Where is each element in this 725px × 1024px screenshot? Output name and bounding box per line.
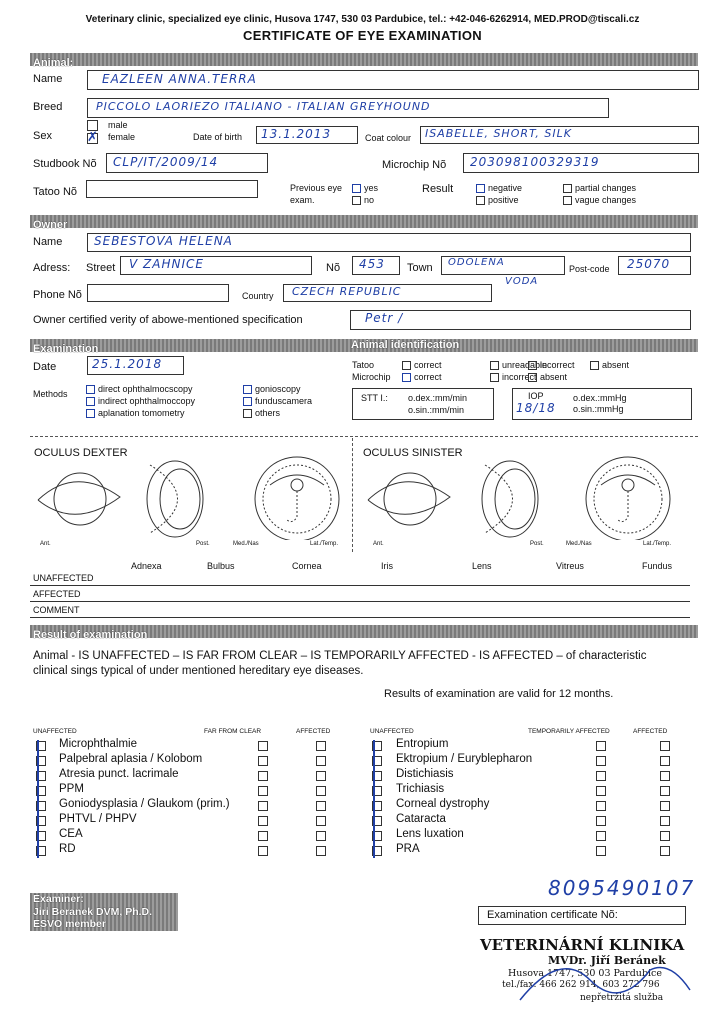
row-comment: COMMENT [33,605,80,615]
disease-checkbox[interactable] [660,741,670,751]
oculus-dexter-label: OCULUS DEXTER [34,447,128,459]
studbook-field[interactable] [106,153,268,173]
chip-correct-label: correct [414,372,442,382]
negative-label: negative [488,183,523,193]
negative-option[interactable] [476,183,522,193]
vague-label: vague changes [575,195,637,205]
stt-label: STT I.: [361,393,388,403]
method-funduscamera[interactable] [243,396,312,406]
iop-sin: o.sin.:mmHg [573,404,624,414]
chip-incorrect-label: incorrect [502,372,537,382]
chip-absent-label: absent [540,372,568,382]
os-ant-label: Ant. [373,541,384,547]
oculus-sinister-label: OCULUS SINISTER [363,447,463,459]
stt-dex: o.dex.:mm/min [408,393,468,403]
gonioscopy-checkbox[interactable] [243,385,252,394]
chip-correct-checkbox[interactable] [402,373,411,382]
method-direct[interactable] [86,384,193,394]
disease-checkbox[interactable] [316,771,326,781]
phone-label: Phone Nõ [33,289,82,301]
disease-checkbox[interactable] [596,816,606,826]
disease-item: Goniodysplasia / Glaukom (prim.) [59,798,230,810]
disease-checkbox[interactable] [258,831,268,841]
disease-checkbox[interactable] [596,756,606,766]
house-no-field[interactable] [352,256,400,275]
tatoo-correct-label: correct [414,360,442,370]
row-line-1 [30,585,690,586]
disease-item: Entropium [396,738,449,750]
funduscamera-checkbox[interactable] [243,397,252,406]
disease-item: PRA [396,843,420,855]
aplanation-label: aplanation tomometry [98,408,185,418]
h-far-from-clear: FAR FROM CLEAR [204,728,262,735]
document-title: CERTIFICATE OF EYE EXAMINATION [243,28,482,43]
identification-section-title: Animal identification [351,339,460,351]
col-bulbus: Bulbus [207,561,235,571]
town-value-2: VODA [505,276,539,287]
postcode-label: Post-code [569,264,610,274]
od-eye-diagram[interactable] [30,455,350,540]
tatoo-field[interactable] [86,180,258,198]
dob-field[interactable] [256,126,358,144]
col-adnexa: Adnexa [131,561,162,571]
disease-checkbox[interactable] [596,801,606,811]
prev-exam-label2: exam. [290,195,315,205]
studbook-value: CLP/IT/2009/14 [113,155,219,169]
prev-no-option[interactable] [352,195,374,205]
col-iris: Iris [381,561,393,571]
row-affected: AFFECTED [33,589,81,599]
disease-checkbox[interactable] [660,756,670,766]
yes-label: yes [364,183,379,193]
disease-checkbox[interactable] [316,831,326,841]
street-field[interactable] [120,256,312,275]
method-others[interactable] [243,408,280,418]
disease-checkbox[interactable] [258,741,268,751]
partial-label: partial changes [575,183,637,193]
disease-checkbox[interactable] [660,846,670,856]
country-field[interactable] [283,284,492,302]
no-label: no [364,195,375,205]
microchip-field[interactable] [463,153,699,173]
os-eye-diagram[interactable] [360,455,690,540]
disease-item: Trichiasis [396,783,445,795]
disease-item: Atresia punct. lacrimale [59,768,179,780]
breed-field[interactable] [87,98,609,118]
funduscamera-label: funduscamera [255,396,313,406]
owner-section-title: Owner [33,219,68,231]
disease-checkbox[interactable] [316,846,326,856]
yes-checkbox[interactable] [352,184,361,193]
disease-checkbox[interactable] [316,786,326,796]
disease-checkbox[interactable] [316,801,326,811]
disease-checkbox[interactable] [660,831,670,841]
ink-mark-right [373,740,375,858]
positive-checkbox[interactable] [476,196,485,205]
disease-item: Distichiasis [396,768,454,780]
disease-item: PHTVL / PHPV [59,813,137,825]
col-cornea: Cornea [292,561,322,571]
examiner-block [30,893,178,931]
owner-section-bar [30,215,698,231]
coat-label: Coat colour [365,133,412,143]
tatoo-label: Tatoo Nõ [33,186,78,198]
method-indirect[interactable] [86,396,195,406]
iop-label: IOP [528,391,544,401]
dob-value: 13.1.2013 [261,127,332,141]
aplanation-checkbox[interactable] [86,409,95,418]
disease-checkbox[interactable] [258,786,268,796]
tatoo-correct[interactable] [402,360,442,370]
row-unaffected: UNAFFECTED [33,573,94,583]
house-no-value: 453 [359,257,385,271]
female-label: female [108,132,136,142]
exam-date-value: 25.1.2018 [92,357,163,371]
street-label: Street [86,262,116,274]
disease-item: Ektropium / Euryblepharon [396,753,533,765]
col-fundus: Fundus [642,561,673,571]
disease-checkbox[interactable] [660,771,670,781]
breed-label: Breed [33,101,63,113]
row-line-3 [30,617,690,618]
stamp-vet: MVDr. Jiří Beránek [548,954,666,967]
disease-checkbox[interactable] [316,816,326,826]
examiner-label: Examiner: [33,893,84,905]
h-unaffected-left: UNAFFECTED [33,728,77,735]
stamp-phone: tel./fax: 466 262 914, 603 272 796 [502,980,660,990]
others-label: others [255,408,281,418]
microchip-value: 203098100329319 [470,155,600,169]
iop-dex: o.dex.:mmHg [573,393,627,403]
exam-date-field[interactable] [87,356,184,375]
disease-item: PPM [59,783,84,795]
os-post-label: Post. [530,541,544,547]
phone-field[interactable] [87,284,229,302]
od-mednas-label: Med./Nas [233,541,259,547]
town-value: ODOLENA [448,257,505,268]
row-line-2 [30,601,690,602]
stamp-clinic: VETERINÁRNÍ KLINIKA [480,936,685,954]
disease-checkbox[interactable] [258,801,268,811]
studbook-label: Studbook Nõ [33,158,97,170]
tatoo-incorrect-checkbox[interactable] [528,361,537,370]
disease-checkbox[interactable] [258,816,268,826]
sex-label: Sex [33,130,52,142]
positive-option[interactable] [476,195,519,205]
negative-checkbox[interactable] [476,184,485,193]
tatoo-absent-label: absent [602,360,630,370]
stt-sin: o.sin.:mm/min [408,405,465,415]
method-gonioscopy[interactable] [243,384,301,394]
chip-correct[interactable] [402,372,442,382]
country-value: CZECH REPUBLIC [292,285,402,298]
indirect-label: indirect ophthalmoccopy [98,396,196,406]
postcode-value: 25070 [627,257,671,271]
result-statement-1: Animal - IS UNAFFECTED – IS FAR FROM CLEAR – IS TEMPORARILY AFFECTED - IS AFFECTED – of characteristic [33,650,647,662]
adress-label: Adress: [33,262,71,274]
chip-absent-checkbox[interactable] [528,373,537,382]
disease-checkbox[interactable] [258,846,268,856]
vague-checkbox[interactable] [563,196,572,205]
owner-signature: Petr / [365,311,404,325]
disease-checkbox[interactable] [596,846,606,856]
stamp-service: nepřetržitá služba [580,993,664,1003]
disease-checkbox[interactable] [258,756,268,766]
others-checkbox[interactable] [243,409,252,418]
no-checkbox[interactable] [352,196,361,205]
street-value: V ZAHNICE [129,257,204,271]
chip-absent[interactable] [528,372,567,382]
animal-name-value: EAZLEEN ANNA.TERRA [102,72,257,86]
owner-name-value: SEBESTOVA HELENA [94,234,233,248]
check-mark-icon: ✗ [87,129,98,144]
partial-option[interactable] [563,183,636,193]
certificate-number-field[interactable] [478,906,686,925]
result-section-bar [30,625,698,641]
iop-value: 18/18 [516,401,556,415]
house-no-label: Nõ [326,262,341,274]
ink-mark-left [37,740,39,858]
disease-list-right [396,737,532,857]
prev-exam-label: Previous eye [290,183,343,193]
coat-field[interactable] [420,126,699,144]
coat-value: ISABELLE, SHORT, SILK [425,127,572,140]
indirect-checkbox[interactable] [86,397,95,406]
disease-checkbox[interactable] [258,771,268,781]
method-aplanation[interactable] [86,408,185,418]
od-lattemp-label: Lat./Temp. [310,541,339,547]
stt-box[interactable] [352,388,494,420]
owner-name-label: Name [33,236,63,248]
disease-item: Cataracta [396,813,446,825]
certify-label: Owner certified verity of abowe-mentioned specification [33,314,303,326]
tatoo-unreadable-label: unreadable [502,360,548,370]
methods-label: Methods [33,389,68,399]
name-label: Name [33,73,63,85]
disease-item: Lens luxation [396,828,464,840]
id-tatoo-label: Tatoo [352,360,375,370]
result-statement-2: clinical sings typical of under mentioned hereditary eye diseases. [33,665,364,677]
country-label: Country [242,291,274,301]
col-vitreus: Vitreus [556,561,584,571]
disease-checkbox[interactable] [660,816,670,826]
certificate-number-label: Examination certificate Nõ: [487,909,618,921]
animal-section-bar [30,53,698,69]
microchip-label: Microchip Nõ [382,159,447,171]
examination-section-bar [30,339,698,355]
col-lens: Lens [472,561,492,571]
h-temporarily-affected: TEMPORARILY AFFECTED [528,728,610,735]
disease-item: Microphthalmie [59,738,137,750]
iop-box[interactable] [512,388,692,420]
result-section-title: Result of examination [33,629,148,641]
od-post-label: Post. [196,541,210,547]
h-affected-left: AFFECTED [296,728,331,735]
dob-label: Date of birth [193,132,243,142]
id-microchip-label: Microchip [352,372,391,382]
tatoo-correct-checkbox[interactable] [402,361,411,370]
disease-list-left [59,737,230,857]
direct-label: direct ophthalmocscopy [98,384,193,394]
partial-checkbox[interactable] [563,184,572,193]
disease-checkbox[interactable] [660,786,670,796]
os-mednas-label: Med./Nas [566,541,592,547]
prev-yes-option[interactable] [352,183,378,193]
examiner-member: ESVO member [33,918,106,930]
validity-note: Results of examination are valid for 12 months. [384,688,614,700]
direct-checkbox[interactable] [86,385,95,394]
os-lattemp-label: Lat./Temp. [643,541,672,547]
breed-value: PICCOLO LAORIEZO ITALIANO - ITALIAN GREYHOUND [96,100,431,113]
signature-scribble [500,940,700,1010]
examination-section-title: Examination [33,343,99,355]
h-unaffected-right: UNAFFECTED [370,728,414,735]
disease-item: RD [59,843,76,855]
tatoo-absent[interactable] [590,360,629,370]
clinic-header: Veterinary clinic, specialized eye clinic, Husova 1747, 530 03 Pardubice, tel.: +42-046-6262914, MED.PROD@tiscali.cz [85,14,640,25]
positive-label: positive [488,195,519,205]
male-label: male [108,120,128,130]
disease-item: Palpebral aplasia / Kolobom [59,753,203,765]
disease-checkbox[interactable] [596,831,606,841]
female-checkbox[interactable] [87,129,98,144]
animal-name-field[interactable] [87,70,699,90]
vague-option[interactable] [563,195,636,205]
tatoo-absent-checkbox[interactable] [590,361,599,370]
exam-date-label: Date [33,361,57,373]
gonioscopy-label: gonioscopy [255,384,301,394]
tatoo-incorrect-label: incorrect [540,360,575,370]
animal-section-title: Animal: [33,57,74,69]
od-ant-label: Ant. [40,541,51,547]
disease-checkbox[interactable] [596,741,606,751]
chip-incorrect-checkbox[interactable] [490,373,499,382]
result-label: Result [422,183,454,195]
disease-checkbox[interactable] [596,786,606,796]
owner-signature-field[interactable] [350,310,691,330]
town-field[interactable] [441,256,565,275]
tatoo-unreadable-checkbox[interactable] [490,361,499,370]
disease-item: CEA [59,828,83,840]
disease-checkbox[interactable] [596,771,606,781]
town-label: Town [407,262,433,274]
disease-checkbox[interactable] [660,801,670,811]
tatoo-incorrect[interactable] [528,360,575,370]
h-affected-right: AFFECTED [633,728,668,735]
disease-item: Corneal dystrophy [396,798,490,810]
certificate-number-value: 8095490107 [548,876,696,900]
disease-checkbox[interactable] [316,756,326,766]
postcode-field[interactable] [618,256,691,275]
examiner-name: Jiri Beranek DVM, Ph.D. [33,905,153,918]
owner-name-field[interactable] [87,233,691,252]
stamp-address: Husova 1747, 530 03 Pardubice [508,968,662,979]
disease-checkbox[interactable] [316,741,326,751]
